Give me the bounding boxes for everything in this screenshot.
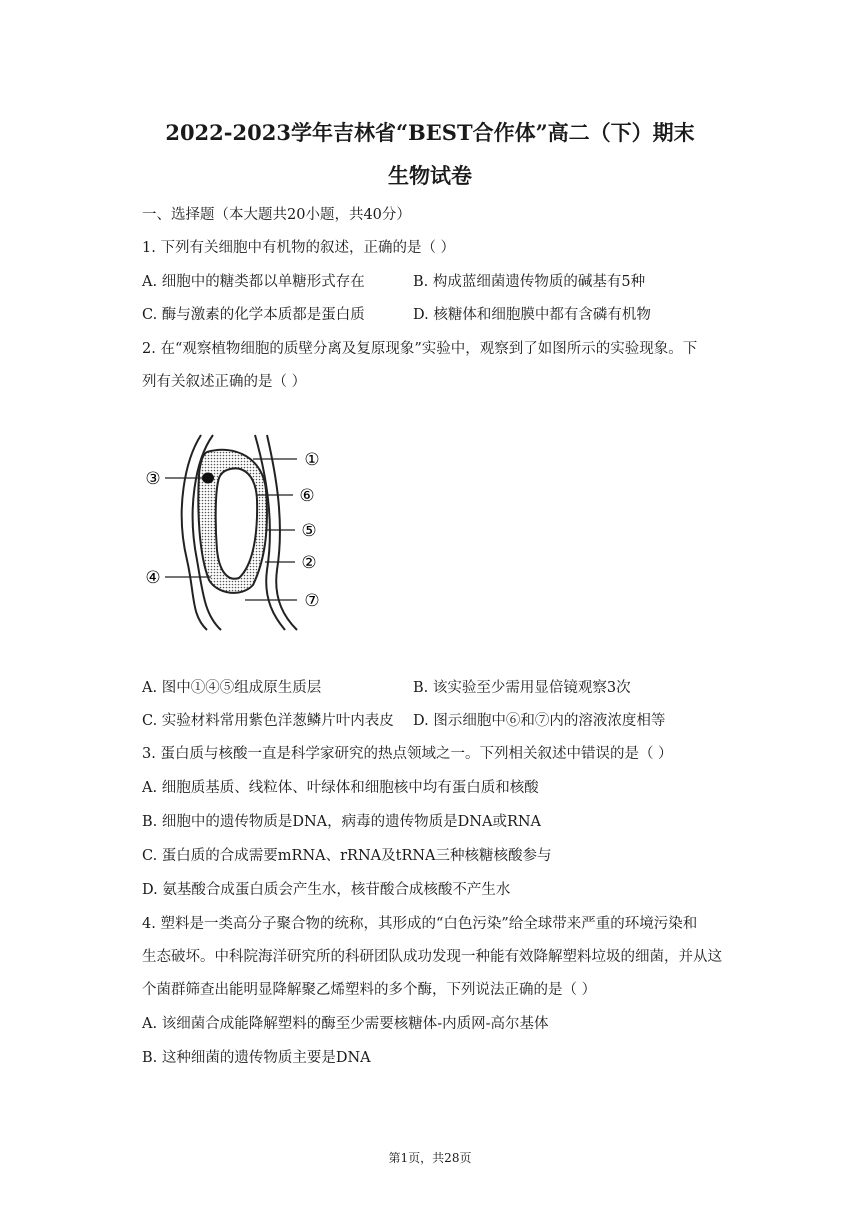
- q3-option-b: B. 细胞中的遗传物质是DNA，病毒的遗传物质是DNA或RNA: [142, 814, 542, 830]
- q2-option-c: C. 实验材料常用紫色洋葱鳞片叶内表皮: [142, 713, 394, 729]
- q3-option-a: A. 细胞质基质、线粒体、叶绿体和细胞核中均有蛋白质和核酸: [142, 780, 539, 796]
- nucleus: [202, 473, 214, 484]
- q4-option-a: A. 该细菌合成能降解塑料的酶至少需要核糖体-内质网-高尔基体: [142, 1016, 549, 1032]
- q1-option-b: B. 构成蓝细菌遗传物质的碱基有5种: [413, 274, 646, 290]
- q1-option-a: A. 细胞中的糖类都以单糖形式存在: [142, 274, 365, 290]
- exam-title-line2: 生物试卷: [388, 163, 472, 188]
- q4-stem-line3: 个菌群筛查出能明显降解聚乙烯塑料的多个酶，下列说法正确的是（ ）: [142, 982, 597, 998]
- q2-option-b: B. 该实验至少需用显倍镜观察3次: [413, 680, 631, 696]
- q4-option-b: B. 这种细菌的遗传物质主要是DNA: [142, 1050, 371, 1066]
- figure-label-4: ④: [145, 568, 161, 588]
- figure-label-2: ②: [301, 553, 317, 573]
- q2-option-d: D. 图示细胞中⑥和⑦内的溶液浓度相等: [413, 713, 666, 729]
- q2-stem-line2: 列有关叙述正确的是（ ）: [142, 374, 307, 390]
- q3-option-c: C. 蛋白质的合成需要mRNA、rRNA及tRNA三种核糖核酸参与: [142, 848, 552, 864]
- q2-stem-line1: 2. 在“观察植物细胞的质壁分离及复原现象”实验中，观察到了如图所示的实验现象。下: [142, 341, 698, 357]
- figure-label-1: ①: [304, 450, 320, 470]
- q4-stem-line2: 生态破坏。中科院海洋研究所的科研团队成功发现一种能有效降解塑料垃圾的细菌，并从这: [142, 949, 722, 965]
- q1-option-d: D. 核糖体和细胞膜中都有含磷有机物: [413, 307, 651, 323]
- figure-label-3: ③: [145, 469, 161, 489]
- figure-label-6: ⑥: [299, 486, 315, 506]
- q1-stem: 1. 下列有关细胞中有机物的叙述，正确的是（ ）: [142, 240, 456, 256]
- neighbor-cell-wall-right: [267, 435, 297, 630]
- q3-stem: 3. 蛋白质与核酸一直是科学家研究的热点领域之一。下列相关叙述中错误的是（ ）: [142, 746, 673, 762]
- figure-label-7: ⑦: [304, 591, 320, 611]
- q3-option-d: D. 氨基酸合成蛋白质会产生水，核苷酸合成核酸不产生水: [142, 882, 511, 898]
- exam-title-line1: 2022-2023学年吉林省“BEST合作体”高二（下）期末: [165, 120, 695, 145]
- section-heading: 一、选择题（本大题共20小题，共40分）: [142, 207, 411, 223]
- plant-cell-plasmolysis-figure: [135, 430, 335, 635]
- figure-label-5: ⑤: [301, 521, 317, 541]
- q4-stem-line1: 4. 塑料是一类高分子聚合物的统称，其形成的“白色污染”给全球带来严重的环境污染和: [142, 916, 698, 932]
- page-footer: 第1页，共28页: [388, 1151, 472, 1165]
- q1-option-c: C. 酶与激素的化学本质都是蛋白质: [142, 307, 365, 323]
- q2-option-a: A. 图中①④⑤组成原生质层: [142, 680, 322, 696]
